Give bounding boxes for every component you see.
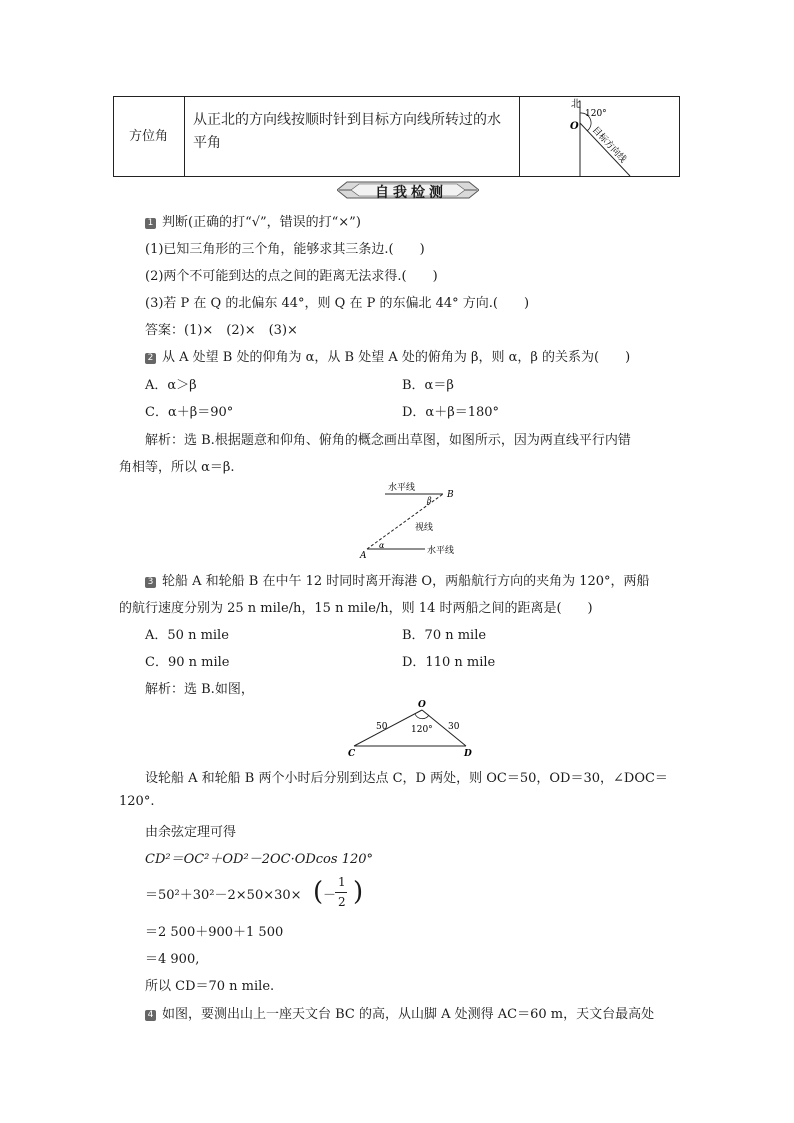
eq2-numerator: 1 [338, 875, 346, 889]
eq2-sign: － [323, 888, 337, 903]
q3-text-1: 设轮船 A 和轮船 B 两个小时后分别到达点 C，D 两处，则 OC＝50，OD＝30，∠DOC＝ [145, 771, 668, 786]
table-definition: 从正北的方向线按顺时针到目标方向线所转过的水平角 [193, 112, 501, 151]
q3-number: 3 [145, 577, 156, 588]
q3-stem-1: 3 轮船 A 和轮船 B 在中午 12 时同时离开海港 O，两船航行方向的夹角为 120°，两船 [145, 570, 650, 589]
q4-stem: 4 如图，要测出山上一座天文台 BC 的高，从山脚 A 处测得 AC＝60 m，天文台最高处 [145, 1003, 654, 1022]
table-header: 方位角 [129, 129, 169, 144]
angle-arc [415, 714, 429, 719]
fraction-bar [335, 892, 347, 893]
q2-solution-1: 解析：选 B.根据题意和仰角、俯角的概念画出草图，如图所示，因为两直线平行内错 [145, 433, 631, 448]
north-label: 北 [571, 99, 581, 110]
point-c-label: C [348, 749, 356, 759]
q1-item-3: (3)若 P 在 Q 的北偏东 44°，则 Q 在 P 的东偏北 44° 方向.( ) [145, 296, 530, 311]
q3-equation-1: CD²＝OC²＋OD²－2OC·ODcos 120° [145, 852, 374, 867]
point-b-label: B [447, 490, 454, 500]
q3-stem-2: 的航行速度分别为 25 n mile/h，15 n mile/h，则 14 时两船之间的距离是( ) [119, 601, 593, 616]
angle-label: 120° [585, 109, 607, 119]
length-od-label: 30 [448, 722, 460, 732]
q3-text-2: 120°. [119, 794, 155, 809]
q3-conclusion: 所以 CD＝70 n mile. [145, 979, 275, 994]
q1-item-1: (1)已知三角形的三个角，能够求其三条边.( ) [145, 242, 425, 257]
eq2-prefix: ＝50²＋30²－2×50×30× [145, 888, 302, 903]
q3-option-d: D．110 n mile [402, 655, 496, 670]
origin-label: O [570, 121, 579, 132]
angle-label: 120° [411, 725, 433, 735]
top-horizontal-label: 水平线 [388, 483, 416, 493]
q2-stem: 2 从 A 处望 B 处的仰角为 α，从 B 处望 A 处的俯角为 β，则 α，β 的关系为( ) [145, 346, 630, 365]
beta-label: β [427, 496, 432, 505]
azimuth-figure-cell [519, 97, 680, 176]
q2-option-d: D．α＋β＝180° [402, 405, 500, 420]
q3-text-3: 由余弦定理可得 [145, 825, 237, 840]
q1-answer: 答案：(1)× (2)× (3)× [145, 323, 298, 338]
sight-label: 视线 [415, 523, 434, 533]
point-d-label: D [464, 749, 472, 759]
q2-number: 2 [145, 353, 156, 364]
section-title: 自我检测 [375, 185, 447, 201]
paren-left: ( [313, 877, 324, 907]
q4-number: 4 [145, 1010, 156, 1021]
q2-option-c: C．α＋β＝90° [145, 405, 234, 420]
length-oc-label: 50 [376, 722, 388, 732]
q3-solution-head: 解析：选 B.如图， [145, 682, 254, 697]
bottom-horizontal-label: 水平线 [427, 546, 455, 556]
point-o-label: O [418, 700, 426, 710]
target-label: 目标方向线 [589, 125, 628, 165]
q2-option-b: B．α＝β [402, 378, 454, 393]
alpha-label: α [379, 541, 385, 550]
q3-equation-4: ＝4 900, [145, 952, 200, 967]
q1-item-2: (2)两个不可能到达的点之间的距离无法求得.( ) [145, 269, 438, 284]
table-header-cell [114, 97, 185, 176]
definition-table [113, 96, 680, 177]
q2-figure [355, 478, 470, 560]
azimuth-figure [520, 97, 680, 176]
paren-right: ) [353, 877, 364, 907]
q2-option-a: A．α＞β [145, 378, 197, 393]
q3-equation-3: ＝2 500＋900＋1 500 [145, 925, 284, 940]
point-a-label: A [360, 551, 367, 560]
q1-stem: 1 判断(正确的打“√”，错误的打“×”) [145, 211, 361, 230]
q3-option-c: C．90 n mile [145, 655, 230, 670]
q3-option-a: A．50 n mile [145, 628, 229, 643]
q1-number: 1 [145, 218, 156, 229]
eq2-denominator: 2 [338, 895, 346, 909]
q3-option-b: B．70 n mile [402, 628, 487, 643]
q2-solution-2: 角相等，所以 α＝β. [119, 460, 235, 475]
q3-figure [342, 698, 477, 760]
